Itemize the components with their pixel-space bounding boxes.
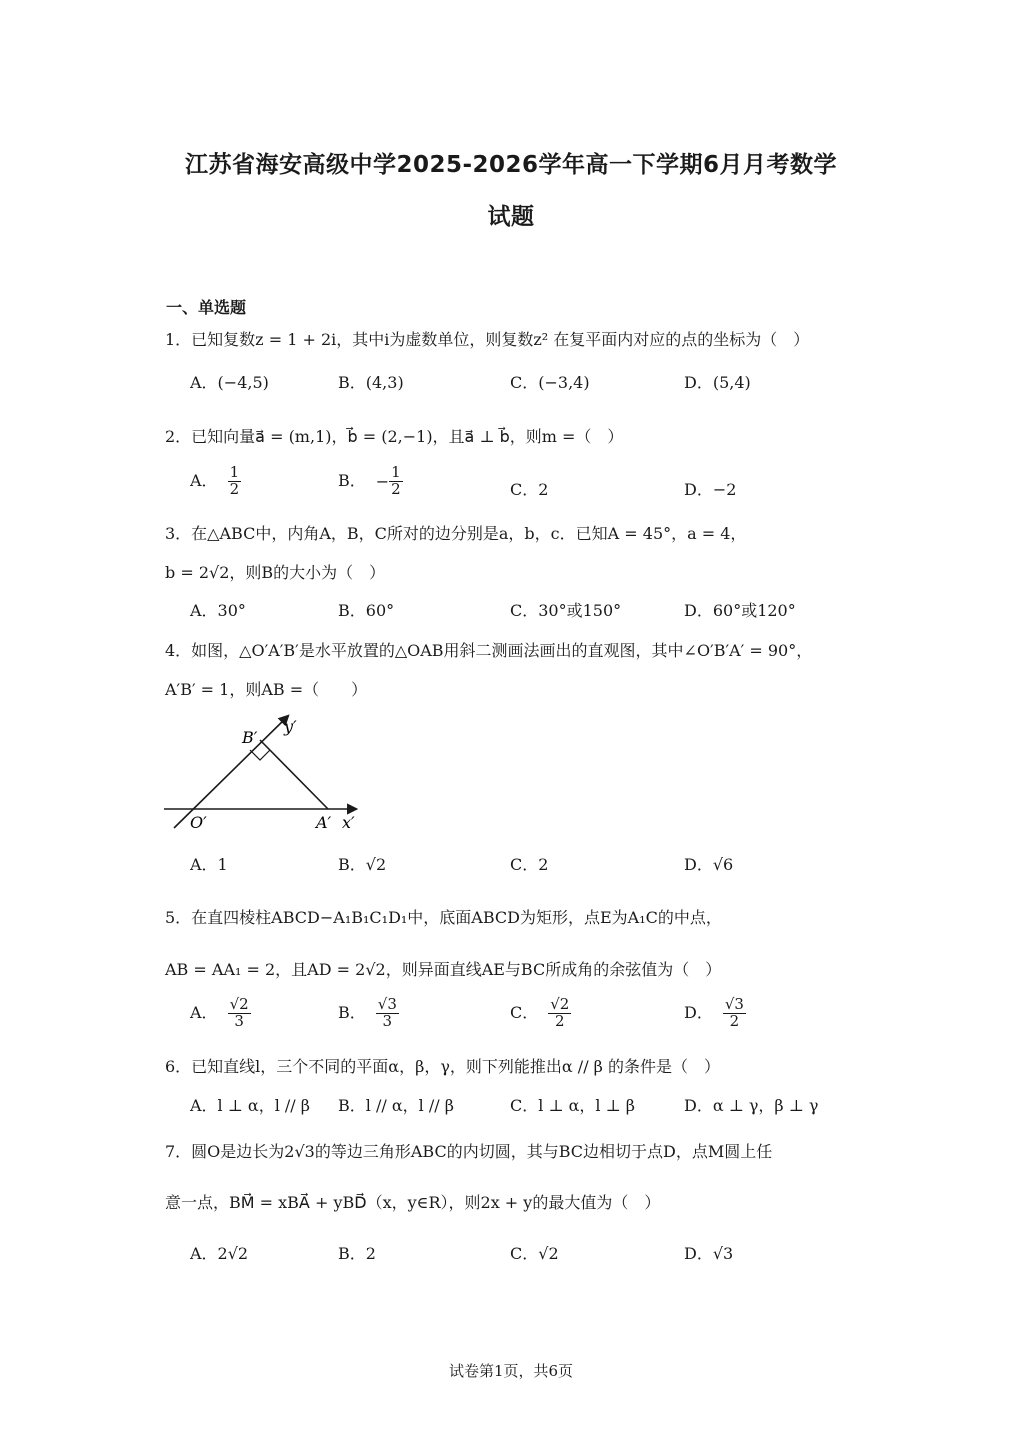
denominator: 2	[391, 479, 401, 498]
question-2-options	[0, 465, 1022, 505]
option-d: D．α ⊥ γ，β ⊥ γ	[684, 1096, 819, 1115]
option-c: C．l ⊥ α，l ⊥ β	[510, 1096, 635, 1115]
question-5-stem-line-1: 5．在直四棱柱ABCD−A₁B₁C₁D₁中，底面ABCD为矩形，点E为A₁C的中点，	[165, 908, 722, 927]
question-7-stem-line-1: 7．圆O是边长为2√3的等边三角形ABC的内切圆，其与BC边相切于点D，点M圆上任	[165, 1142, 773, 1161]
option-a	[190, 997, 251, 1030]
oblique-triangle-figure	[160, 708, 370, 838]
fraction	[389, 465, 403, 498]
numerator: √2	[550, 995, 570, 1013]
option-a: A．30°	[190, 601, 246, 620]
question-6-options	[0, 1093, 1022, 1133]
option-d: D．√3	[684, 1244, 734, 1263]
option-letter: D．	[684, 1002, 713, 1022]
exam-title-line-1: 江苏省海安高级中学2025-2026学年高一下学期6月月考数学	[184, 152, 838, 178]
question-7-stem-line-2: 意一点，BM⃗ = xBA⃗ + yBD⃗（x，y∈R），则2x + y的最大值为（ ）	[165, 1193, 661, 1212]
option-d: D．(5,4)	[684, 373, 751, 392]
option-c: C．2	[510, 480, 549, 499]
option-c: C．30°或150°	[510, 601, 622, 620]
option-d: D．60°或120°	[684, 601, 796, 620]
fraction	[376, 997, 399, 1030]
denominator: 3	[234, 1011, 244, 1030]
option-d: D．−2	[684, 480, 737, 499]
option-a: A．(−4,5)	[190, 373, 269, 392]
section-heading: 一、单选题	[166, 298, 247, 317]
option-a: A．1	[190, 855, 228, 874]
option-a: A．2√2	[190, 1244, 249, 1263]
denominator: 2	[729, 1011, 740, 1030]
exam-title-line-2: 试题	[487, 204, 535, 230]
label-y-prime: y′	[284, 717, 297, 736]
numerator: 1	[391, 463, 401, 481]
option-a: A．l ⊥ α，l // β	[190, 1096, 311, 1115]
option-b: B．(4,3)	[338, 373, 404, 392]
question-3-stem-line-1: 3．在△ABC中，内角A，B，C所对的边分别是a，b，c．已知A = 45°，a = 4，	[165, 524, 747, 543]
fraction	[228, 997, 251, 1030]
numerator: √3	[377, 995, 397, 1013]
option-c: C．√2	[510, 1244, 559, 1263]
option-b: B．2	[338, 1244, 376, 1263]
option-a	[190, 465, 241, 498]
question-6-stem: 6．已知直线l，三个不同的平面α，β，γ，则下列能推出α // β 的条件是（ ）	[165, 1057, 721, 1076]
question-4-options	[0, 852, 1022, 892]
question-3-options	[0, 598, 1022, 638]
option-c: C．2	[510, 855, 549, 874]
page-footer: 试卷第1页，共6页	[448, 1362, 574, 1380]
denominator: 2	[229, 479, 240, 498]
question-1-stem: 1．已知复数z = 1 + 2i，其中i为虚数单位，则复数z² 在复平面内对应的点的坐标为（ ）	[165, 330, 810, 349]
question-3-stem-line-2: b = 2√2，则B的大小为（ ）	[165, 563, 386, 582]
option-d	[684, 997, 746, 1030]
fraction	[723, 997, 746, 1030]
option-c	[510, 997, 571, 1030]
denominator: 2	[555, 1011, 565, 1030]
label-b-prime: B′	[242, 728, 258, 747]
option-letter: A．	[190, 470, 218, 490]
question-2-stem: 2．已知向量a⃗ = (m,1)，b⃗ = (2,−1)，且a⃗ ⊥ b⃗，则m =（ ）	[165, 427, 624, 446]
option-b	[338, 997, 399, 1030]
option-b: B．√2	[338, 855, 387, 874]
question-7-options	[0, 1241, 1022, 1281]
question-4-stem-line-2: A′B′ = 1，则AB =（ ）	[165, 680, 368, 699]
option-letter: C．	[510, 1002, 539, 1022]
question-1-options	[0, 370, 1022, 410]
label-a-prime: A′	[316, 813, 332, 832]
label-o-prime: O′	[190, 813, 207, 832]
question-5-options	[0, 997, 1022, 1037]
question-4-stem-line-1: 4．如图，△O′A′B′是水平放置的△OAB用斜二测画法画出的直观图，其中∠O′B′A′ = 90°，	[165, 641, 813, 660]
numerator: √2	[229, 995, 249, 1013]
numerator: √3	[724, 995, 744, 1013]
option-c: C．(−3,4)	[510, 373, 590, 392]
fraction	[228, 465, 242, 498]
option-letter: B．	[338, 470, 366, 490]
option-b: B．60°	[338, 601, 395, 620]
option-letter: B．	[338, 1002, 366, 1022]
option-d: D．√6	[684, 855, 734, 874]
option-b	[338, 465, 403, 498]
option-b: B．l // α，l // β	[338, 1096, 454, 1115]
minus-sign: −	[375, 471, 390, 491]
label-x-prime: x′	[342, 813, 355, 832]
option-letter: A．	[190, 1002, 218, 1022]
numerator: 1	[229, 463, 240, 481]
fraction	[548, 997, 571, 1030]
y-axis-line	[174, 716, 288, 828]
question-5-stem-line-2: AB = AA₁ = 2，且AD = 2√2，则异面直线AE与BC所成角的余弦值为（ ）	[165, 960, 722, 979]
denominator: 3	[382, 1011, 393, 1030]
